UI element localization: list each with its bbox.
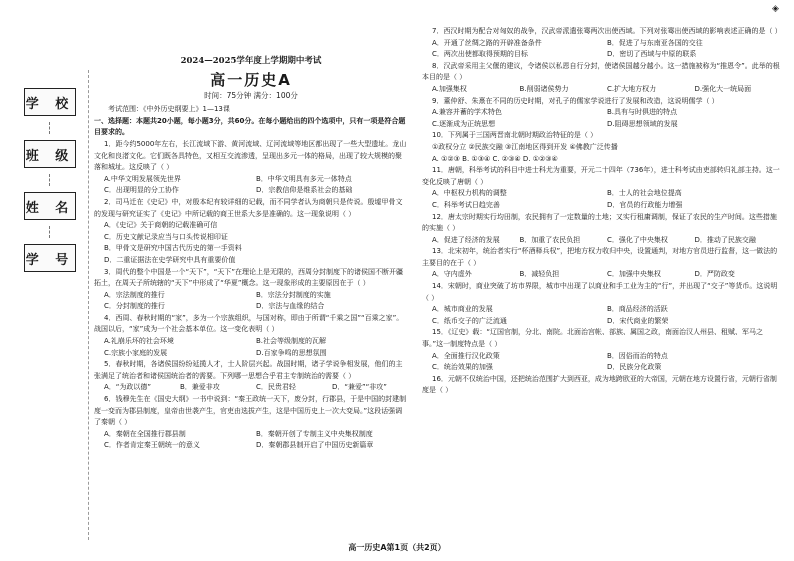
answer-option: B．兼爱非攻 xyxy=(180,383,220,392)
student-info-column xyxy=(24,88,78,278)
answer-options xyxy=(94,429,408,452)
question-stem: 4．西周、春秋时期的“家”，多为一个宗族组织，与国对称，即由于所谓“千乘之国”“百乘之家”。战国以后，“家”成为一个社会基本单位。这一变化表明（ ） xyxy=(94,313,404,334)
answer-option: D.强化大一统局面 xyxy=(694,84,752,93)
answer-option: A.礼崩乐坏的社会环境 xyxy=(104,337,174,346)
answer-option: A.中华文明发展领先世界 xyxy=(104,174,181,183)
left-column xyxy=(94,56,408,452)
answer-option: A．全面推行汉化政策 xyxy=(432,351,500,360)
answer-option: B．促进了与东南亚各国的交往 xyxy=(607,38,703,47)
answer-option: C．强化了中央集权 xyxy=(607,235,668,244)
answer-option: B．士人的社会地位提高 xyxy=(607,189,682,198)
answer-option: A．守内虚外 xyxy=(432,270,472,279)
question-item xyxy=(94,267,408,313)
answer-options xyxy=(422,351,782,374)
fill-line xyxy=(49,122,78,134)
answer-option: D．官员的行政能力增强 xyxy=(607,200,683,209)
answer-option: D．秦朝郡县制开启了中国历史新篇章 xyxy=(256,441,374,450)
answer-option: B.削弱诸侯势力 xyxy=(519,84,569,93)
question-list xyxy=(422,26,782,397)
school-box: 学 校 xyxy=(24,88,76,116)
answer-option: C．民贵君轻 xyxy=(256,383,296,392)
question-item xyxy=(422,26,782,61)
question-item xyxy=(422,165,782,211)
question-stem: 1．距今约5000年左右，长江流域下游、黄河流域、辽河流域等地区都出现了一些大型遗址。龙山文化和良渚文化。它们既各具特色，又相互交流渗透，呈现出多元一体的格局，出现了较大规模的聚落和城址。这反映了（ ） xyxy=(94,139,407,172)
answer-option: A．秦朝在全国推行郡县制 xyxy=(104,429,186,438)
answer-options xyxy=(422,235,782,247)
answer-options xyxy=(422,84,782,96)
corner-marker-icon: ◈ xyxy=(772,4,779,14)
question-stem: 14．宋朝时，商业突破了坊市界限，城市中出现了以商业和手工业为主的“行”，并出现了“交子”等货币。这说明（ ） xyxy=(422,282,778,302)
answer-option: C．历史文献记录应当与口头传说相印证 xyxy=(104,232,228,241)
question-item xyxy=(94,394,408,452)
answer-option: A．促进了经济的发展 xyxy=(432,235,500,244)
question-stem: 9．董仲舒、朱熹在不同的历史时期，对孔子的儒家学说进行了发展和改造，这说明儒学（ ） xyxy=(432,96,719,105)
question-list xyxy=(94,139,408,452)
question-stem: 7．西汉时期为配合对匈奴的战争，汉武帝派遣张骞两次出使西域。下列对张骞出使西域的影响表述正确的是（ ） xyxy=(432,27,782,35)
question-stem: 13．北宋初年，统治者实行“杯酒释兵权”，把地方权力收归中央，设置通判，对地方官员进行监督，这一做法的主要目的在于（ ） xyxy=(422,247,778,267)
page-footer: 高一历史A第1页（共2页） xyxy=(348,543,446,552)
answer-option: C．分封制度的推行 xyxy=(104,302,165,311)
answer-option: B.具有与时俱进的特点 xyxy=(607,108,678,117)
subject-title: 高一历史A xyxy=(210,70,292,89)
time-score: 时间：75分钟 满分：100分 xyxy=(204,90,298,100)
answer-option: D．二重证据法在史学研究中具有重要价值 xyxy=(104,255,236,264)
question-stem: 5．春秋时期，各诸侯国纷纷延揽人才，士人阶层兴起。战国时期，诸子学说争相发展，他们的主张满足了统治者和诸侯国统治者的需要。下列哪一思想合乎君主专制统治的需要（ ） xyxy=(94,360,403,380)
answer-options xyxy=(94,220,408,266)
answer-options xyxy=(422,142,782,165)
answer-option: C.逐渐成为正统思想 xyxy=(432,119,496,128)
answer-option: D．推动了民族交融 xyxy=(694,235,756,244)
answer-options xyxy=(94,174,408,197)
exam-title: 2024—2025学年度上学期期中考试 xyxy=(180,56,322,66)
answer-option: D.阻碍思想领域的发展 xyxy=(607,119,678,128)
answer-option: D．民族分化政策 xyxy=(607,363,662,372)
answer-option: A．中枢权力机构的调整 xyxy=(432,189,507,198)
student-id-box: 学 号 xyxy=(24,244,76,272)
answer-option: A．城市商业的发展 xyxy=(432,305,493,314)
answer-option: B．因俗而治的特点 xyxy=(607,351,668,360)
answer-option: C．纸币交子的广泛流通 xyxy=(432,316,507,325)
question-item xyxy=(94,139,408,197)
answer-option: D．宋代商业的繁荣 xyxy=(607,316,669,325)
answer-option: ①政权分立 ②民族交融 ③江南地区得到开发 ④佛教广泛传播 xyxy=(432,142,618,151)
question-item xyxy=(422,61,782,96)
answer-option: D．“兼爱”“非攻” xyxy=(332,383,387,392)
answer-option: A．《史记》关于商朝的记载准确可信 xyxy=(104,221,218,230)
answer-options xyxy=(94,336,408,359)
question-stem: 12．唐太宗时期实行均田制，农民拥有了一定数量的土地；又实行租庸调制，保证了农民的生产时间。这些措施的实施（ ） xyxy=(422,212,777,233)
question-stem: 11．唐朝，科举考试的科目中进士科尤为重要，开元二十四年（736年），进士科考试由吏部转归礼部主持。这一变化反映了唐朝（ ） xyxy=(422,166,780,186)
fill-line xyxy=(49,226,78,238)
binding-line xyxy=(88,70,89,540)
question-item xyxy=(94,197,408,267)
answer-option: C．作者肯定秦王朝统一的意义 xyxy=(104,441,200,450)
question-stem: 3．周代的整个中国是一个“天下”，“天下”在理论上是无限的，西周分封制度下的诸侯国不断开疆拓土，在周天子所统辖的“天下”中形成了“华夏”概念。这一现象形成的主要原因在于（ ） xyxy=(94,267,403,288)
question-stem: 16．元朝不仅统治中国，还把统治范围扩大到西亚，成为地跨欧亚的大帝国，元朝在地方设置行省，元朝行省制度是（ ） xyxy=(422,374,777,395)
answer-options xyxy=(422,188,782,211)
answer-option: B．减轻负担 xyxy=(519,270,560,279)
answer-options xyxy=(422,107,782,130)
answer-options xyxy=(94,290,408,313)
answer-option: C．两次出使都取得预期的目标 xyxy=(432,50,528,59)
answer-option: C．出现明显的分工协作 xyxy=(104,186,179,195)
answer-option: B．秦朝开创了专制主义中央集权制度 xyxy=(256,429,373,438)
answer-option: D．宗教信仰是维系社会的基础 xyxy=(256,186,353,195)
answer-option: B．宗法分封制度的实施 xyxy=(256,290,331,299)
answer-option: A.加强集权 xyxy=(432,84,467,93)
answer-option: C．加强中央集权 xyxy=(607,270,661,279)
section-header: 一、选择题：本题共20小题，每小题3分，共60分。在每小题给出的四个选项中，只有一项是符合题目要求的。 xyxy=(94,116,406,137)
fill-line xyxy=(49,174,78,186)
answer-option: C．科举考试日趋完善 xyxy=(432,200,500,209)
answer-options xyxy=(422,304,782,327)
question-stem: 10．下列属于三国两晋南北朝时期政治特征的是（ ） xyxy=(432,131,598,140)
class-box: 班 级 xyxy=(24,140,76,168)
answer-option: A. ①②③ B. ①③④ C. ②③④ D. ①②③④ xyxy=(432,154,558,163)
question-item xyxy=(422,130,782,165)
answer-option: B．甲骨文是研究中国古代历史的第一手资料 xyxy=(104,244,242,253)
answer-option: A．开通了丝绸之路的开辟准备条件 xyxy=(432,38,542,47)
question-item xyxy=(422,374,782,397)
right-column xyxy=(422,26,782,397)
answer-option: C．统治效果的加强 xyxy=(432,363,493,372)
question-item xyxy=(422,246,782,281)
question-item xyxy=(94,359,408,394)
answer-option: D．密切了西域与中原的联系 xyxy=(607,50,697,59)
answer-option: B．商品经济的活跃 xyxy=(607,305,668,314)
answer-option: C.宗族小家庭的发展 xyxy=(104,348,168,357)
name-box: 姓 名 xyxy=(24,192,76,220)
answer-option: A．“为政以德” xyxy=(104,383,152,392)
answer-option: D．宗法与血缘的结合 xyxy=(256,302,325,311)
question-stem: 8．汉武帝采用主父偃的建议，令诸侯以私恩自行分封，使诸侯国越分越小。这一措施被称为“推恩令”。此举的根本目的是（ ） xyxy=(422,61,780,82)
answer-options xyxy=(422,269,782,281)
answer-option: B.社会等级制度的瓦解 xyxy=(256,337,327,346)
scope-note: 考试范围：《中外历史纲要上》1—13课 xyxy=(108,105,230,114)
question-item xyxy=(422,281,782,327)
answer-option: D.百家争鸣的思想氛围 xyxy=(256,348,327,357)
answer-option: B．加重了农民负担 xyxy=(519,235,581,244)
answer-option: A．宗法制度的推行 xyxy=(104,290,165,299)
question-item xyxy=(422,212,782,247)
answer-option: A.兼容并蓄的学术特色 xyxy=(432,108,502,117)
answer-option: D．严防政变 xyxy=(694,270,735,279)
answer-option: B．中华文明具有多元一体特点 xyxy=(256,174,352,183)
question-item xyxy=(94,313,408,359)
question-stem: 15．《辽史》载：“辽国官制，分北、南院。北面治宫帐、部族、属国之政，南面治汉人州县、租赋、军马之事。”这一制度特点是（ ） xyxy=(422,328,764,349)
question-stem: 6．钱穆先生在《国史大纲》一书中说到：“秦王政统一天下，废分封，行郡县，于是中国的封建制度一变而为郡县制度，皇帝由世袭产生，官吏由选拔产生，这是中国历史上一次大变局。”这段话强调了秦朝（ ） xyxy=(94,395,407,427)
question-item xyxy=(422,327,782,373)
question-item xyxy=(422,96,782,131)
question-stem: 2．司马迁在《史记》中，对殷本纪有较详细的记载，而不同学者认为商朝只是传说。殷墟甲骨文的发现与研究证实了《史记》中所记载的商王世系大多是准确的。这一现象说明（ ） xyxy=(94,197,403,218)
answer-options xyxy=(94,382,408,394)
answer-options xyxy=(422,38,782,61)
answer-option: C.扩大地方权力 xyxy=(607,84,657,93)
